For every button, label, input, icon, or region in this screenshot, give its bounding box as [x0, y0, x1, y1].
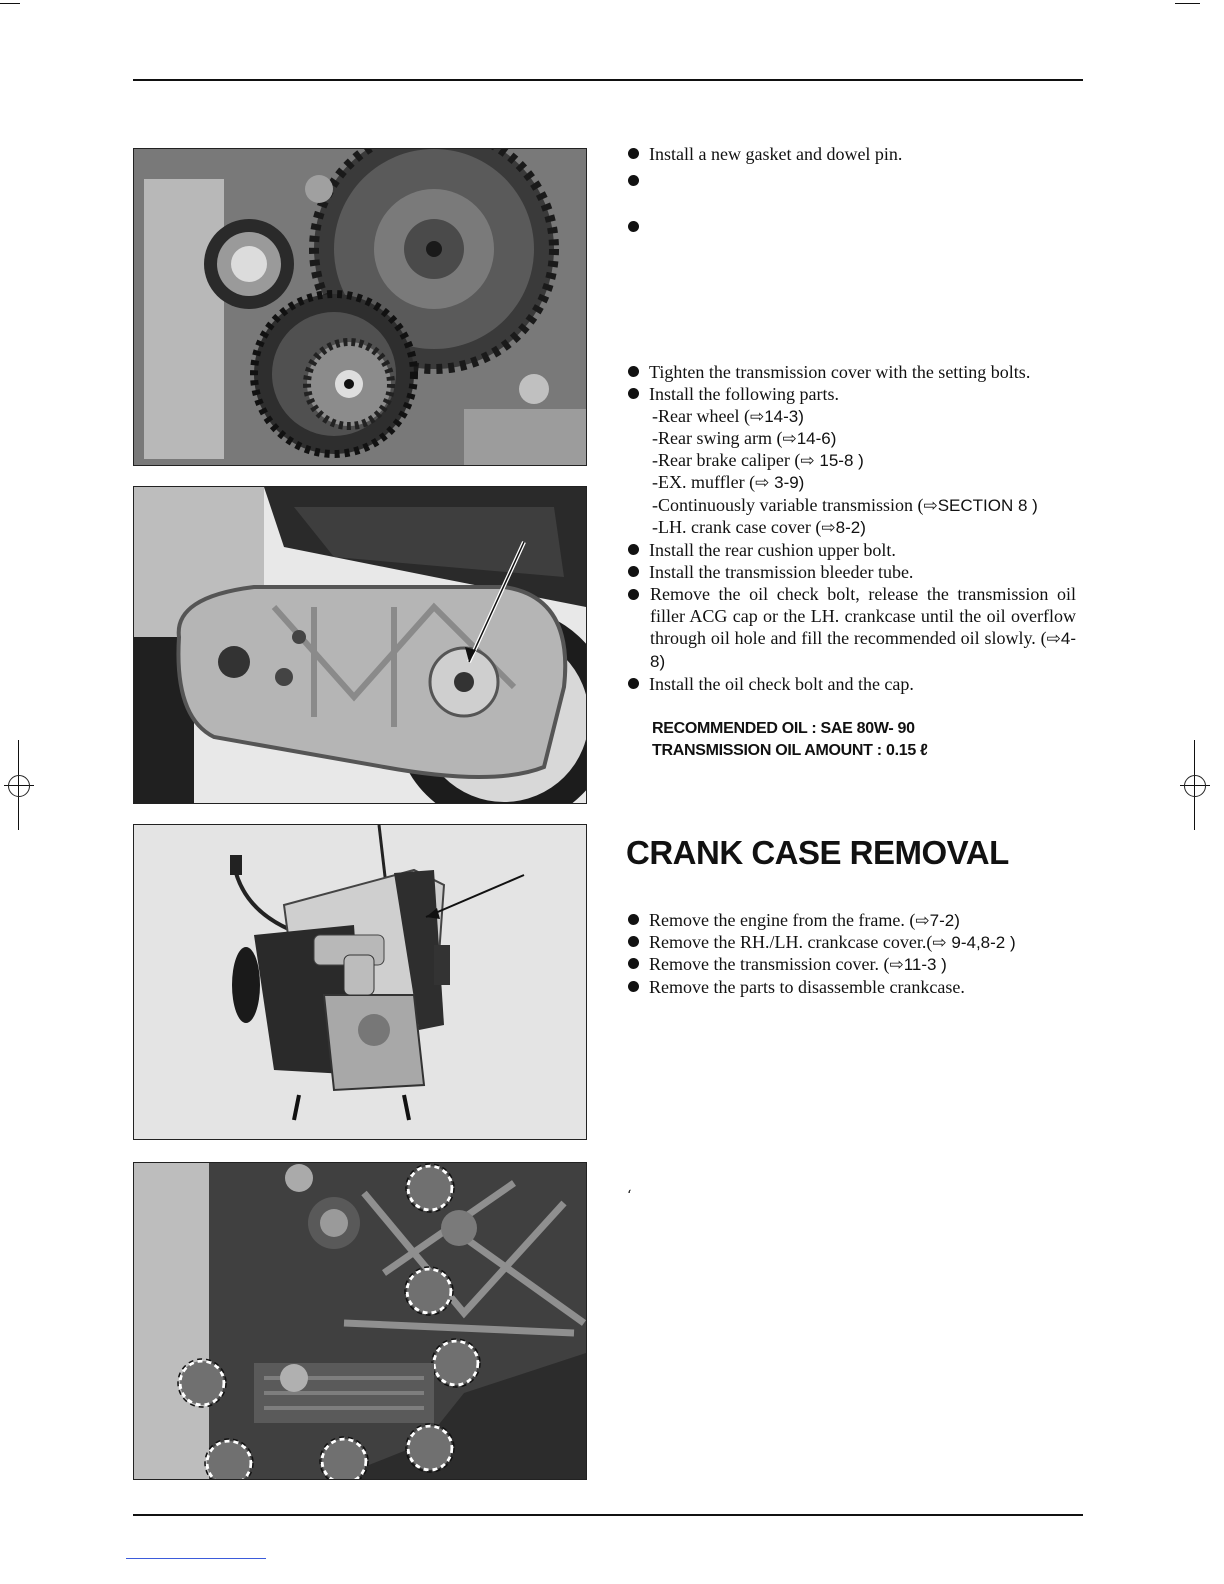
bullet-icon	[628, 388, 639, 399]
step-remove-engine: Remove the engine from the frame. (⇨7-2)	[628, 909, 960, 932]
bullet-icon	[628, 936, 639, 947]
step-cushion-bolt: Install the rear cushion upper bolt.	[628, 539, 896, 561]
bullet-icon	[628, 914, 639, 925]
part-rear-wheel: -Rear wheel (⇨14-3)	[652, 406, 804, 426]
stray-mark: ‘	[627, 1188, 632, 1204]
registration-circle-right	[1184, 775, 1206, 797]
transmission-cover-photo	[133, 486, 587, 804]
part-lh-crank-case-cover: -LH. crank case cover (⇨8-2)	[652, 517, 866, 537]
bullet-icon	[628, 148, 639, 159]
step-remove-crankcase-cover: Remove the RH./LH. crankcase cover.(⇨ 9-4,8-2 )	[628, 931, 1016, 954]
step-blank-2	[628, 216, 649, 238]
bullet-icon	[628, 958, 639, 969]
bullet-icon	[628, 366, 639, 377]
step-oil-check: Remove the oil check bolt, release the transmission oil filler ACG cap or the LH. crankcase until the oil overflow through oil hole and fill the recommended oil slowly. (⇨4-8)	[650, 584, 1076, 671]
registration-circle-left	[8, 775, 30, 797]
step-remove-parts: Remove the parts to disassemble crankcase.	[628, 976, 965, 999]
step-remove-transmission-cover: Remove the transmission cover. (⇨11-3 )	[628, 953, 947, 976]
header-rule	[133, 79, 1083, 81]
step-install-gasket: Install a new gasket and dowel pin.	[628, 143, 902, 165]
bullet-icon	[628, 678, 639, 689]
crankcase-bolts-photo	[133, 1162, 587, 1480]
part-rear-brake-caliper: -Rear brake caliper (⇨ 15-8 )	[652, 450, 864, 470]
bottom-link-line	[126, 1558, 266, 1559]
bullet-icon	[628, 981, 639, 992]
bullet-icon	[628, 566, 639, 577]
bullet-icon	[628, 175, 639, 186]
bullet-icon	[628, 221, 639, 232]
part-cvt: -Continuously variable transmission (⇨SECTION 8 )	[652, 495, 1038, 515]
step-oil-bolt-cap: Install the oil check bolt and the cap.	[628, 673, 914, 695]
crop-mark-top-left	[0, 3, 20, 4]
transmission-gears-photo	[133, 148, 587, 466]
footer-rule	[133, 1514, 1083, 1516]
part-rear-swing-arm: -Rear swing arm (⇨14-6)	[652, 428, 837, 448]
step-blank-1	[628, 170, 649, 192]
oil-amount: TRANSMISSION OIL AMOUNT : 0.15 ℓ	[652, 742, 928, 759]
section-title: CRANK CASE REMOVAL	[626, 834, 1009, 871]
bullet-icon	[628, 589, 639, 600]
engine-assembly-photo	[133, 824, 587, 1140]
part-ex-muffler: -EX. muffler (⇨ 3-9)	[652, 472, 805, 492]
crop-mark-top-right	[1175, 3, 1200, 4]
step-bleeder-tube: Install the transmission bleeder tube.	[628, 561, 913, 583]
bullet-icon	[628, 544, 639, 555]
recommended-oil: RECOMMENDED OIL : SAE 80W- 90	[652, 720, 915, 737]
step-tighten-cover: Tighten the transmission cover with the setting bolts.	[628, 361, 1030, 383]
step-install-following: Install the following parts.	[628, 383, 839, 405]
